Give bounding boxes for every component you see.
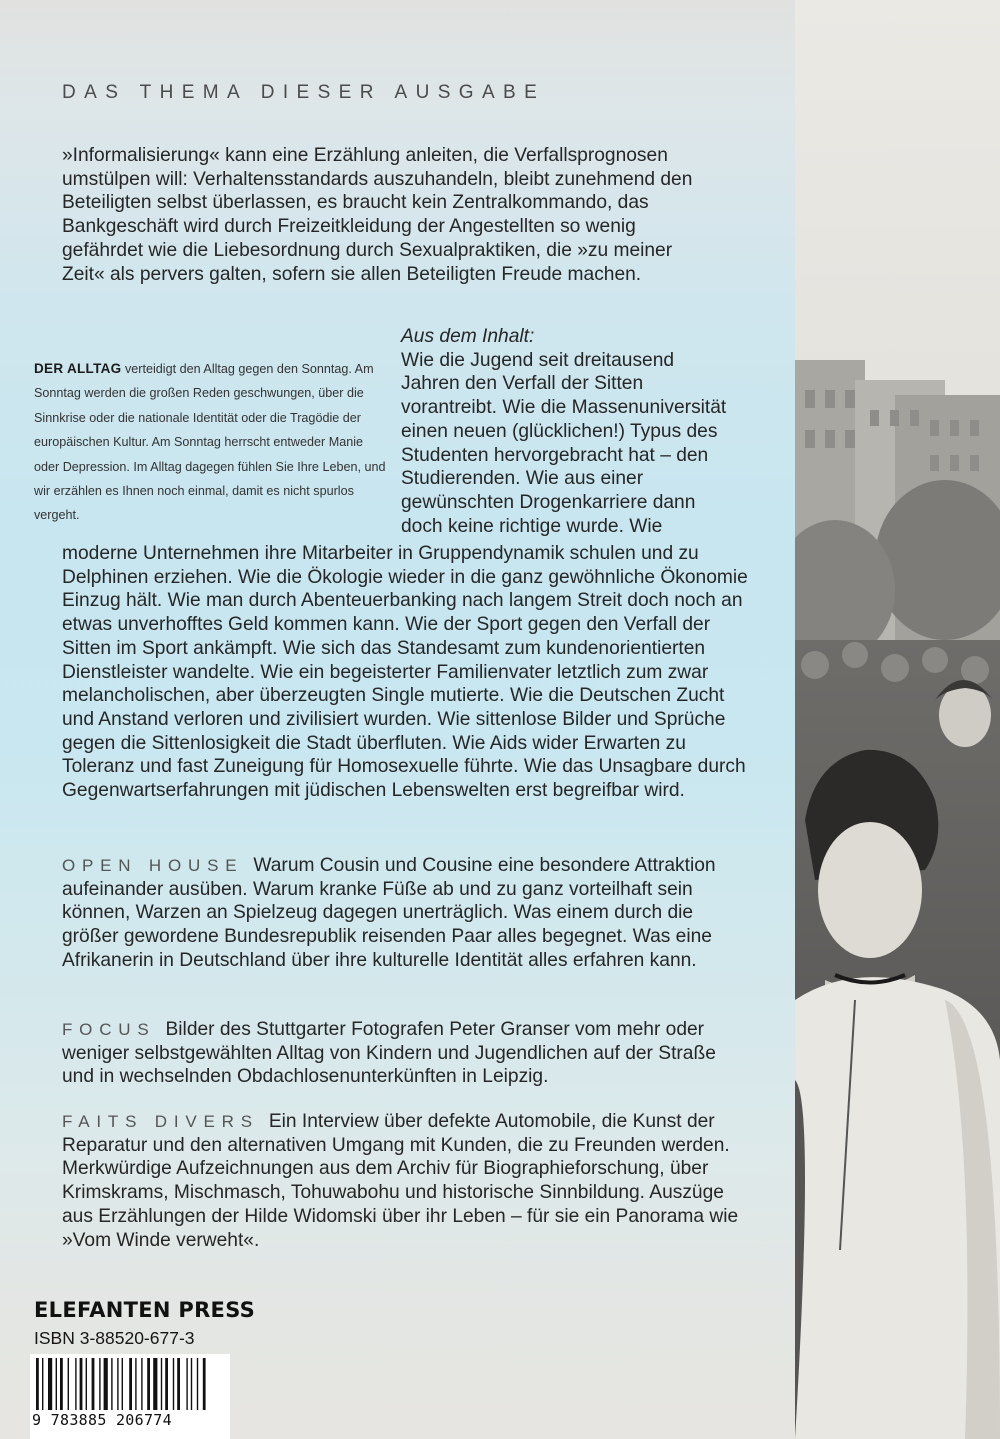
contents-lead-text: Wie die Jugend seit dreitausend Jahren den Verfall der Sitten vorantreibt. Wie die Massenuniversität einen neuen (glücklichen!) Typus des Studenten hervorgebracht hat – den Studierenden. Wie aus einer gewünschten Drogenkarriere dann doch keine richtige wurde. Wie xyxy=(401,349,727,537)
barcode-bar xyxy=(177,1358,180,1410)
section-label-faits-divers: FAITS DIVERS xyxy=(62,1112,259,1131)
section-label-focus: FOCUS xyxy=(62,1020,156,1039)
barcode-bar xyxy=(75,1358,76,1410)
barcode-digits: 9 783885 206774 xyxy=(32,1411,172,1429)
barcode-bar xyxy=(161,1358,162,1410)
barcode-bar xyxy=(122,1358,123,1410)
barcode-bar xyxy=(42,1358,43,1410)
barcode-bar xyxy=(36,1358,39,1410)
magazine-name: DER ALLTAG xyxy=(34,361,122,376)
section-faits-divers xyxy=(62,1110,742,1252)
section-text-faits-divers: Ein Interview über defekte Automobile, die Kunst der Reparatur und den alternativen Umgang mit Kunden, die zu Freunden werden. Merkwürdige Aufzeichnungen aus dem Archiv für Biographieforschung, über Krimskrams, Mischmasch, Tohuwabohu und historische Sinnbildung. Auszüge aus Erzählungen der Hilde Widomski über ihr Leben – für sie ein Panorama wie »Vom Winde verweht«. xyxy=(62,1111,739,1251)
barcode-bar xyxy=(80,1358,83,1410)
crowd-photo-image xyxy=(795,0,1000,1439)
publisher-name: ELEFANTEN PRESS xyxy=(34,1298,256,1322)
barcode-bar xyxy=(99,1358,100,1410)
sidebar-blurb xyxy=(34,357,389,528)
barcode-bar xyxy=(191,1358,192,1410)
barcode-bar xyxy=(129,1358,132,1410)
barcode-bar xyxy=(147,1358,150,1410)
barcode-bar xyxy=(186,1358,187,1410)
barcode-bar xyxy=(48,1358,52,1410)
barcode-bar xyxy=(165,1358,168,1410)
contents-main-text: moderne Unternehmen ihre Mitarbeiter in Gruppendynamik schulen und zu Delphinen erziehen. Wie die Ökologie wieder in die ganz gewöhnliche Ökonomie Einzug hält. Wie man durch Abenteuerbanking nach langem Streit doch noch an etwas unverhofftes Geld kommen kann. Wie der Sport gegen den Verfall der Sitten im Sport ankämpft. Wie sich das Standesamt zum kundenorientierten Dienstleister wandelte. Wie ein begeisterter Familienvater letztlich zum zwar melancholischen, aber überzeugten Single mutierte. Wie die Deutschen Zucht und Anstand verloren und zivilisiert wurden. Wie sittenlose Bilder und Sprüche gegen die Sittenlosigkeit die Stadt überfluten. Wie Aids wider Erwarten zu Toleranz und fast Zuneigung für Homosexuelle führte. Wie das Unsagbare durch Gegenwartserfahrungen mit jüdischen Lebenswelten erst begreifbar wird. xyxy=(62,543,748,802)
barcode-bar xyxy=(173,1358,174,1410)
barcode-bar xyxy=(60,1358,63,1410)
section-label-open-house: OPEN HOUSE xyxy=(62,856,244,875)
isbn-number: ISBN 3-88520-677-3 xyxy=(34,1328,195,1348)
section-open-house xyxy=(62,854,742,973)
contents-intro xyxy=(401,325,736,538)
barcode-bar xyxy=(86,1358,87,1410)
sidebar-text: verteidigt den Alltag gegen den Sonntag. Am Sonntag werden die großen Reden geschwungen, über die Sinnkrise oder die nationale Identität oder die Tragödie der europäischen Kultur. Am Sonntag herrscht entweder Manie oder Depression. Im Alltag dagegen fühlen Sie Ihre Leben, und wir erzählen es Ihnen noch einmal, damit es nicht spurlos vergeht. xyxy=(34,362,386,523)
barcode-bar xyxy=(104,1358,108,1410)
barcode-bar xyxy=(68,1358,69,1410)
section-focus xyxy=(62,1018,742,1089)
cover-photo-strip xyxy=(795,0,1000,1439)
barcode-bar xyxy=(111,1358,112,1410)
contents-title: Aus dem Inhalt: xyxy=(401,326,535,347)
barcode-bar xyxy=(197,1358,198,1410)
section-text-focus: Bilder des Stuttgarter Fotografen Peter Granser vom mehr oder weniger selbstgewählten Alltag von Kindern und Jugendlichen auf der Straße und in wechselnden Obdachlosenunterkünften in Leipzig. xyxy=(62,1019,716,1088)
barcode-bar xyxy=(153,1358,157,1410)
barcode-bar xyxy=(117,1358,118,1410)
section-text-open-house: Warum Cousin und Cousine eine besondere Attraktion aufeinander ausüben. Warum kranke Füße ab und zu ganz vorteilhaft sein können, Warzen an Spielzeug dagegen unerträglich. Was einem durch die größer gewordene Bundesrepublik reisenden Paar alles begegnet. Was eine Afrikanerin in Deutschland über ihre kulturelle Identität alles erfahren kann. xyxy=(62,855,716,971)
barcode-bar xyxy=(141,1358,142,1410)
barcode-bar xyxy=(135,1358,136,1410)
issue-theme-heading: DAS THEMA DIESER AUSGABE xyxy=(62,82,546,103)
intro-paragraph: »Informalisierung« kann eine Erzählung anleiten, die Verfallsprognosen umstülpen will: Verhaltensstandards auszuhandeln, bleibt zunehmend den Beteiligten selbst überlassen, es braucht kein Zentralkommando, das Bankgeschäft wird durch Freizeitkleidung der Angestellten so wenig gefährdet wie die Liebesordnung durch Sexualpraktiken, die »zu meiner Zeit« als pervers galten, sofern sie allen Beteiligten Freude machen. xyxy=(62,145,693,285)
barcode-bar xyxy=(56,1358,57,1410)
barcode-bar xyxy=(203,1358,206,1410)
barcode-bar xyxy=(92,1358,95,1410)
